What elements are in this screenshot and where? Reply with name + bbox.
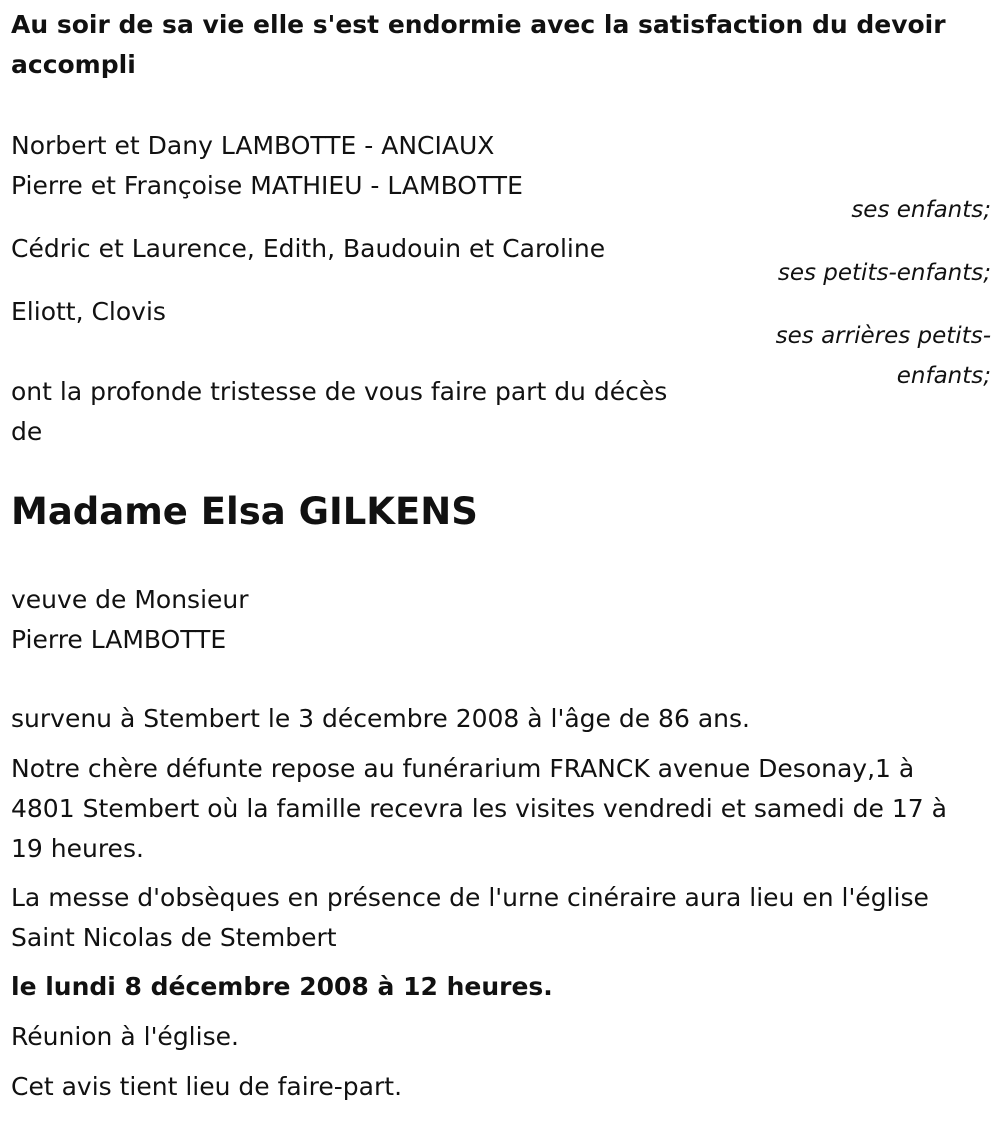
funerarium-line-2: 4801 Stembert où la famille recevra les visites vendredi et samedi de 17 à	[11, 794, 947, 823]
closing-note: Cet avis tient lieu de faire-part.	[11, 1072, 403, 1101]
mass-line-2: Saint Nicolas de Stembert	[11, 923, 337, 952]
funerarium-line-1: Notre chère défunte repose au funérarium FRANCK avenue Desonay,1 à	[11, 754, 915, 783]
death-info: survenu à Stembert le 3 décembre 2008 à l'âge de 86 ans.	[11, 704, 750, 733]
children-role: ses enfants;	[851, 197, 991, 223]
widow-line-1: veuve de Monsieur	[11, 585, 249, 614]
children-line-2: Pierre et Françoise MATHIEU - LAMBOTTE	[11, 171, 523, 200]
deceased-name: Madame Elsa GILKENS	[11, 490, 478, 533]
great-grandchildren-role-line-1: ses arrières petits-	[775, 323, 991, 349]
mass-line-1: La messe d'obsèques en présence de l'urne cinéraire aura lieu en l'église	[11, 883, 929, 912]
meeting-note: Réunion à l'église.	[11, 1022, 239, 1051]
great-grandchildren-line: Eliott, Clovis	[11, 297, 166, 326]
mass-date: le lundi 8 décembre 2008 à 12 heures.	[11, 972, 553, 1001]
widow-line-2: Pierre LAMBOTTE	[11, 625, 227, 654]
intro-text: Au soir de sa vie elle s'est endormie avec la satisfaction du devoir accompli	[11, 10, 946, 79]
great-grandchildren-role-line-2: enfants;	[896, 363, 991, 389]
grandchildren-role: ses petits-enfants;	[777, 260, 991, 286]
funerarium-line-3: 19 heures.	[11, 834, 144, 863]
children-line-1: Norbert et Dany LAMBOTTE - ANCIAUX	[11, 131, 495, 160]
announcement-line-2: de	[11, 417, 43, 446]
announcement-line-1: ont la profonde tristesse de vous faire part du décès	[11, 377, 668, 406]
grandchildren-line: Cédric et Laurence, Edith, Baudouin et Caroline	[11, 234, 606, 263]
